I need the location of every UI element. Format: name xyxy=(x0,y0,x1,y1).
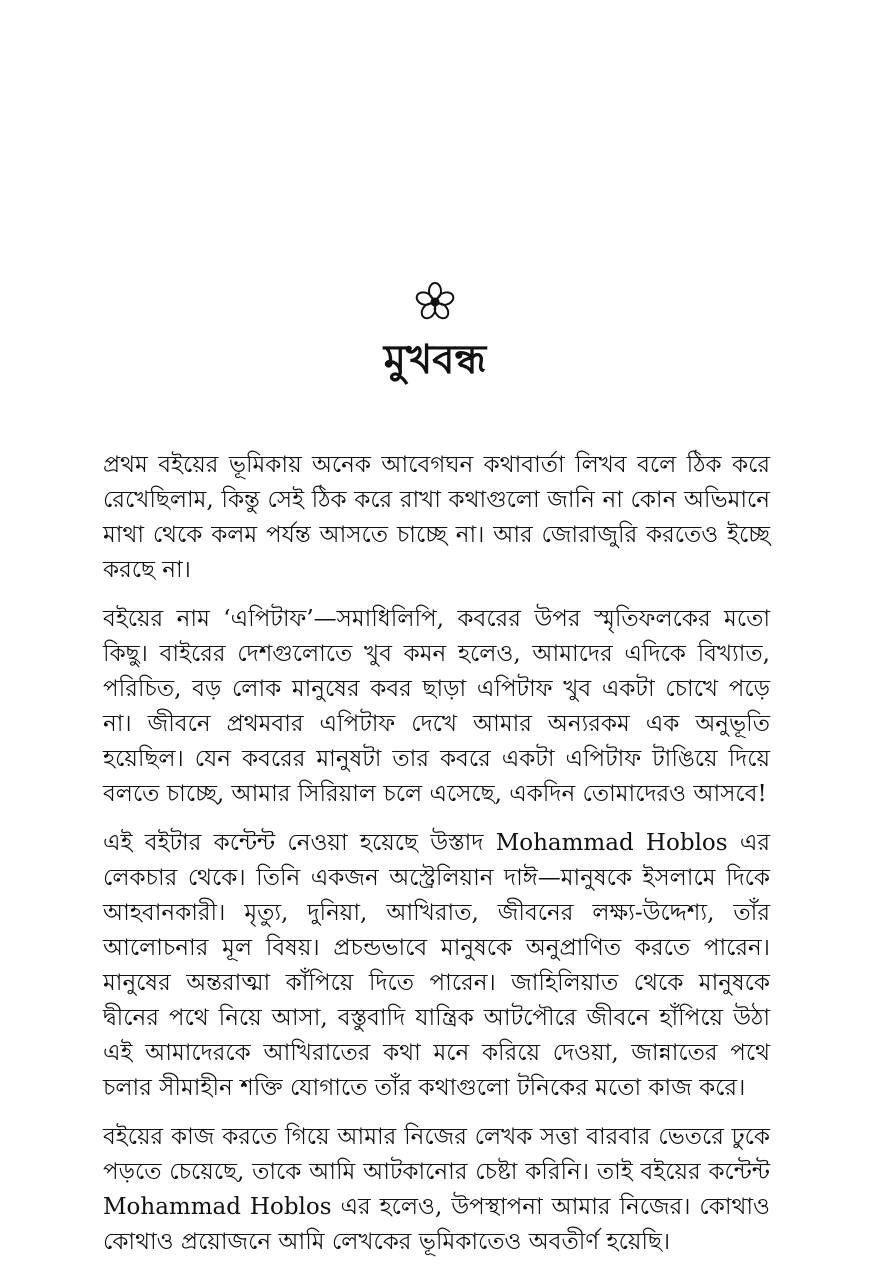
page-title: মুখবন্ধ xyxy=(383,336,487,383)
flower-ornament-icon xyxy=(413,280,457,324)
paragraph: প্রথম বইয়ের ভূমিকায় অনেক আবেগঘন কথাবার্তা লিখব বলে ঠিক করে রেখেছিলাম, কিন্তু সেই ঠিক করে রাখা কথাগুলো জানি না কোন অভিমানে মাথা থেকে কলম পর্যন্ত আসতে চাচ্ছে না। আর জোরাজুরি করতেও ইচ্ছে করছে না। xyxy=(103,452,770,583)
paragraph: বইয়ের নাম ‘এপিটাফ’—সমাধিলিপি, কবরের উপর স্মৃতিফলকের মতো কিছু। বাইরের দেশগুলোতে খুব কমন হলেও, আমাদের এদিকে বিখ্যাত, পরিচিত, বড় লোক মানুষের কবর ছাড়া এপিটাফ খুব একটা চোখে পড়ে না। জীবনে প্রথমবার এপিটাফ দেখে আমার অন্যরকম এক অনুভূতি হয়েছিল। যেন কবরের মানুষটা তার কবরে একটা এপিটাফ টাঙিয়ে দিয়ে বলতে চাচ্ছে, আমার সিরিয়াল চলে এসেছে, একদিন তোমাদেরও আসবে! xyxy=(103,606,770,807)
ornament xyxy=(0,280,870,328)
body-text xyxy=(103,448,770,1274)
paragraph: বইয়ের কাজ করতে গিয়ে আমার নিজের লেখক সত্তা বারবার ভেতরে ঢুকে পড়তে চেয়েছে, তাকে আমি আটকানোর চেষ্টা করিনি। তাই বইয়ের কন্টেন্ট Mohammad Hoblos এর হলেও, উপস্থাপনা আমার নিজের। কোথাও কোথাও প্রয়োজনে আমি লেখকের ভূমিকাতেও অবতীর্ণ হয়েছি। xyxy=(103,1124,770,1255)
paragraph: এই বইটার কন্টেন্ট নেওয়া হয়েছে উস্তাদ Mohammad Hoblos এর লেকচার থেকে। তিনি একজন অস্ট্রেলিয়ান দাঈ—মানুষকে ইসলামে দিকে আহবানকারী। মৃত্যু, দুনিয়া, আখিরাত, জীবনের লক্ষ্য-উদ্দেশ্য, তাঁর আলোচনার মূল বিষয়। প্রচন্ডভাবে মানুষকে অনুপ্রাণিত করতে পারেন। মানুষের অন্তরাত্মা কাঁপিয়ে দিতে পারেন। জাহিলিয়াত থেকে মানুষকে দ্বীনের পথে নিয়ে আসা, বস্তুবাদি যান্ত্রিক আটপৌরে জীবনে হাঁপিয়ে উঠা এই আমাদেরকে আখিরাতের কথা মনে করিয়ে দেওয়া, জান্নাতের পথে চলার সীমাহীন শক্তি যোগাতে তাঁর কথাগুলো টনিকের মতো কাজ করে। xyxy=(103,830,770,1101)
